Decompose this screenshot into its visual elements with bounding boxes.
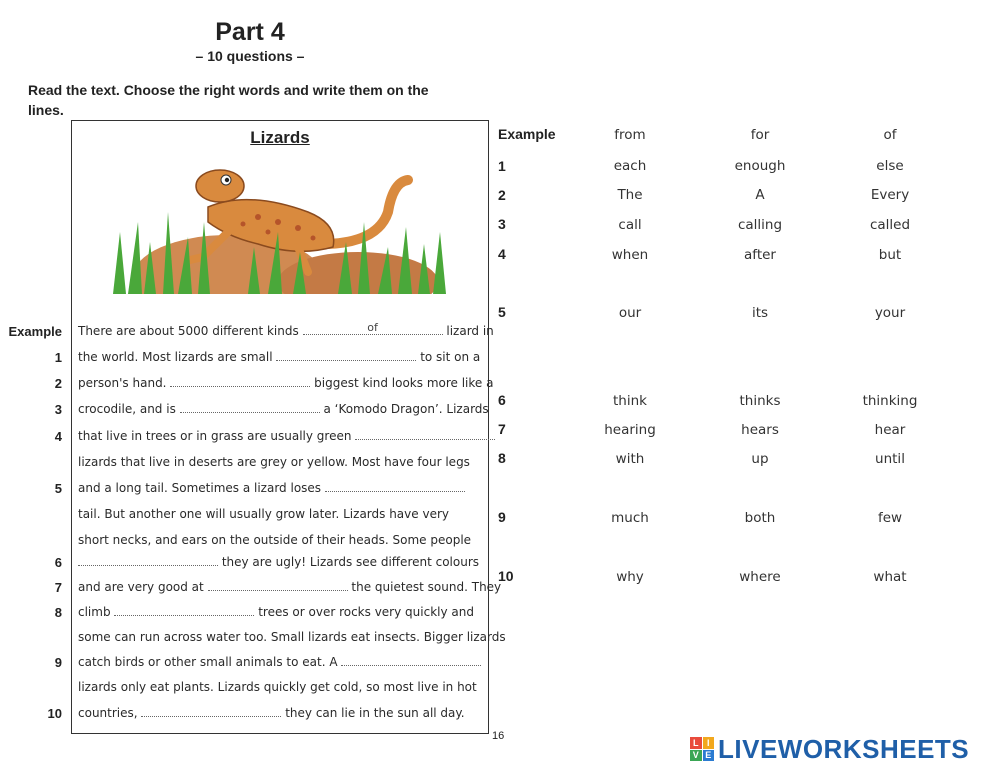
option-label: 7: [498, 421, 506, 437]
option-choice[interactable]: calling: [737, 217, 783, 233]
question-label: 7: [54, 580, 62, 595]
option-choice[interactable]: A: [755, 187, 765, 203]
option-choice[interactable]: from: [614, 127, 646, 143]
option-choice[interactable]: its: [751, 305, 769, 321]
option-choice[interactable]: thinks: [739, 393, 781, 409]
story-line: they are ugly! Lizards see different colours: [78, 555, 479, 569]
option-choice[interactable]: up: [751, 451, 769, 467]
option-label: 2: [498, 187, 506, 203]
question-label: 1: [54, 350, 62, 365]
question-label: Example: [8, 324, 62, 339]
option-label: 8: [498, 450, 506, 466]
brand-name: LIVEWORKSHEETS: [718, 733, 970, 764]
question-label: 4: [54, 429, 62, 444]
option-label: 5: [498, 304, 506, 320]
story-line: climb trees or over rocks very quickly and: [78, 605, 474, 619]
option-choice[interactable]: each: [613, 158, 647, 174]
story-line: and are very good at the quietest sound. They: [78, 580, 502, 594]
option-choice[interactable]: Every: [870, 187, 910, 203]
option-choice[interactable]: else: [876, 158, 904, 174]
option-choice[interactable]: with: [615, 451, 645, 467]
option-choice[interactable]: call: [618, 217, 642, 233]
option-choice[interactable]: but: [878, 247, 902, 263]
answer-line-1[interactable]: [276, 350, 416, 361]
option-label: 3: [498, 216, 506, 232]
lizard-pupil: [225, 178, 229, 182]
question-label: 10: [47, 706, 62, 721]
option-choice[interactable]: of: [883, 127, 897, 143]
option-choice[interactable]: when: [611, 247, 649, 263]
story-line: that live in trees or in grass are usually green: [78, 429, 495, 443]
option-label: 9: [498, 509, 506, 525]
logo-letter: I: [703, 737, 715, 749]
question-label: 5: [54, 481, 62, 496]
story-line: lizards only eat plants. Lizards quickly get cold, so most live in hot: [78, 680, 477, 694]
question-label: 8: [54, 605, 62, 620]
lizard-illustration: [108, 152, 448, 294]
option-choice[interactable]: much: [611, 510, 649, 526]
story-line: There are about 5000 different kinds of lizard in: [78, 321, 494, 338]
option-choice[interactable]: why: [616, 569, 644, 585]
story-title: Lizards: [250, 128, 310, 147]
option-choice[interactable]: both: [744, 510, 776, 526]
option-choice[interactable]: after: [744, 247, 776, 263]
story-line: and a long tail. Sometimes a lizard loses: [78, 481, 465, 495]
question-label: 6: [54, 555, 62, 570]
logo-letter: E: [703, 750, 715, 762]
answer-line-3[interactable]: [180, 402, 320, 413]
question-label: 9: [54, 655, 62, 670]
option-choice[interactable]: hearing: [604, 422, 656, 438]
answer-line-10[interactable]: [141, 706, 281, 717]
story-line: tail. But another one will usually grow later. Lizards have very: [78, 507, 449, 521]
story-line: catch birds or other small animals to eat. A: [78, 655, 481, 669]
option-choice[interactable]: thinking: [862, 393, 918, 409]
instruction-text: Read the text. Choose the right words and write them on the lines.: [28, 82, 429, 118]
answer-line-2[interactable]: [170, 376, 310, 387]
brand-logo-icon: [690, 737, 714, 761]
option-choice[interactable]: few: [877, 510, 903, 526]
option-choice[interactable]: your: [874, 305, 906, 321]
option-choice[interactable]: for: [750, 127, 770, 143]
answer-line-5[interactable]: [325, 481, 465, 492]
part-subtitle: – 10 questions –: [195, 48, 305, 64]
answer-line-4[interactable]: [355, 429, 495, 440]
option-choice[interactable]: hear: [874, 422, 906, 438]
story-line: some can run across water too. Small lizards eat insects. Bigger lizards: [78, 630, 506, 644]
story-line: the world. Most lizards are small to sit on a: [78, 350, 481, 364]
question-label: 2: [54, 376, 62, 391]
option-choice[interactable]: called: [869, 217, 911, 233]
answer-line-9[interactable]: [341, 655, 481, 666]
answer-line-6[interactable]: [78, 555, 218, 566]
story-line: lizards that live in deserts are grey or yellow. Most have four legs: [78, 455, 470, 469]
story-line: person's hand. biggest kind looks more like a: [78, 376, 494, 390]
option-label: 4: [498, 246, 506, 262]
option-label: 1: [498, 158, 506, 174]
story-line: crocodile, and is a ‘Komodo Dragon’. Lizards: [78, 402, 489, 416]
answer-line-7[interactable]: [208, 580, 348, 591]
option-choice[interactable]: enough: [734, 158, 786, 174]
question-label: 3: [54, 402, 62, 417]
logo-letter: L: [690, 737, 702, 749]
answer-line-8[interactable]: [114, 605, 254, 616]
option-choice[interactable]: where: [739, 569, 781, 585]
lizard-head: [196, 170, 244, 202]
part-title: Part 4: [215, 18, 285, 46]
lizard-tail: [328, 180, 408, 244]
option-choice[interactable]: The: [617, 187, 643, 203]
option-label: Example: [498, 126, 556, 142]
example-answer-line: of: [303, 324, 443, 335]
option-choice[interactable]: hears: [741, 422, 779, 438]
lizard-spot: [275, 219, 281, 225]
logo-letter: V: [690, 750, 702, 762]
lizard-spot: [255, 214, 261, 220]
page-number: 16: [492, 730, 505, 742]
option-choice[interactable]: think: [613, 393, 647, 409]
lizard-spot: [241, 222, 246, 227]
lizard-spot: [311, 236, 316, 241]
option-label: 10: [498, 568, 514, 584]
lizard-spot: [295, 225, 301, 231]
option-choice[interactable]: what: [873, 569, 907, 585]
option-choice[interactable]: until: [875, 451, 905, 467]
option-label: 6: [498, 392, 506, 408]
option-choice[interactable]: our: [618, 305, 642, 321]
lizard-spot: [266, 230, 271, 235]
story-line: countries, they can lie in the sun all day.: [78, 706, 465, 720]
story-line: short necks, and ears on the outside of their heads. Some people: [78, 533, 472, 547]
brand: [690, 734, 969, 764]
